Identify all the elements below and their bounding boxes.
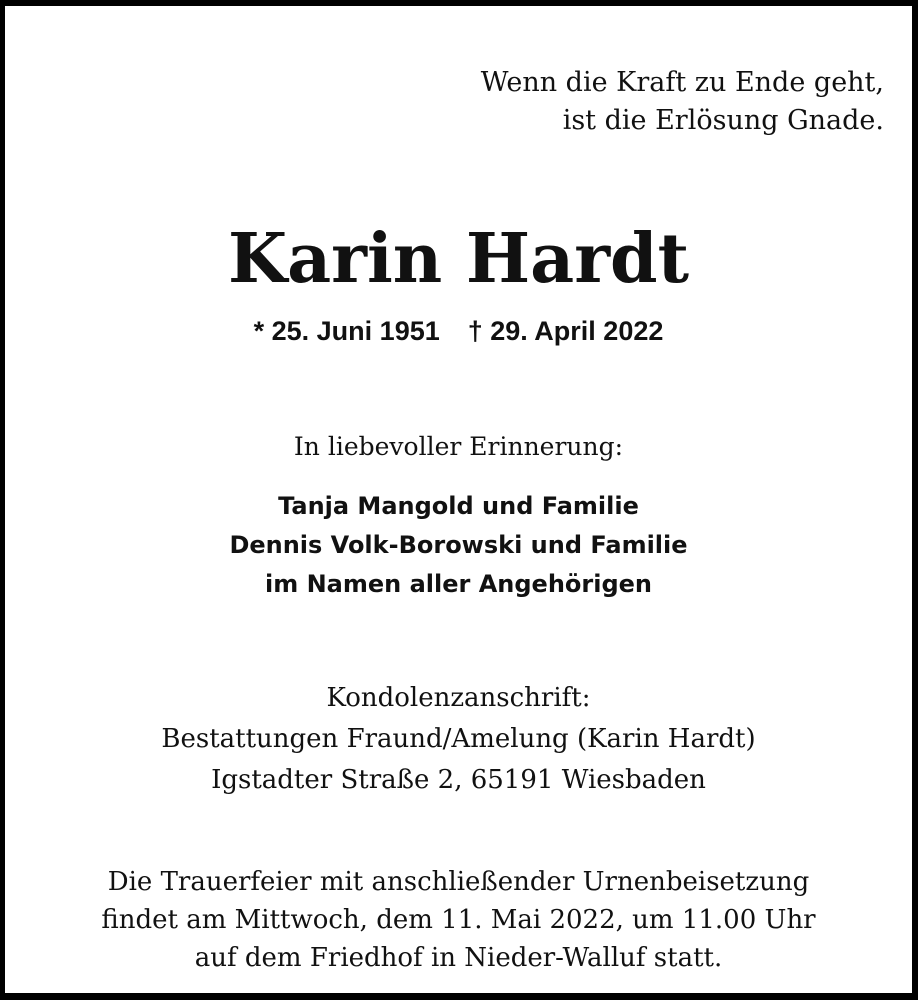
condolence-address [5,678,912,801]
condolence-line: Kondolenzanschrift: [326,683,591,713]
death-date: † 29. April 2022 [467,316,664,346]
family-line: Dennis Volk-Borowski und Familie [229,531,688,559]
birth-date: * 25. Juni 1951 [253,316,440,346]
service-line: findet am Mittwoch, dem 11. Mai 2022, um 11.00 Uhr [101,905,816,935]
service-line: Die Trauerfeier mit anschließender Urnenbeisetzung [107,867,810,897]
service-line: auf dem Friedhof in Nieder-Walluf statt. [194,943,723,973]
condolence-line: Igstadter Straße 2, 65191 Wiesbaden [211,765,706,795]
deceased-name: Karin Hardt [227,219,690,299]
memory-line: In liebevoller Erinnerung: [293,432,624,461]
life-dates [5,311,912,351]
motto-quote [481,64,884,140]
family-line: im Namen aller Angehörigen [264,570,652,598]
family-line: Tanja Mangold und Familie [278,492,639,520]
motto-line: Wenn die Kraft zu Ende geht, [480,67,884,98]
condolence-line: Bestattungen Fraund/Amelung (Karin Hardt) [161,724,756,754]
funeral-service-info [5,863,912,977]
family-signatories [5,487,912,604]
motto-line: ist die Erlösung Gnade. [562,105,884,136]
